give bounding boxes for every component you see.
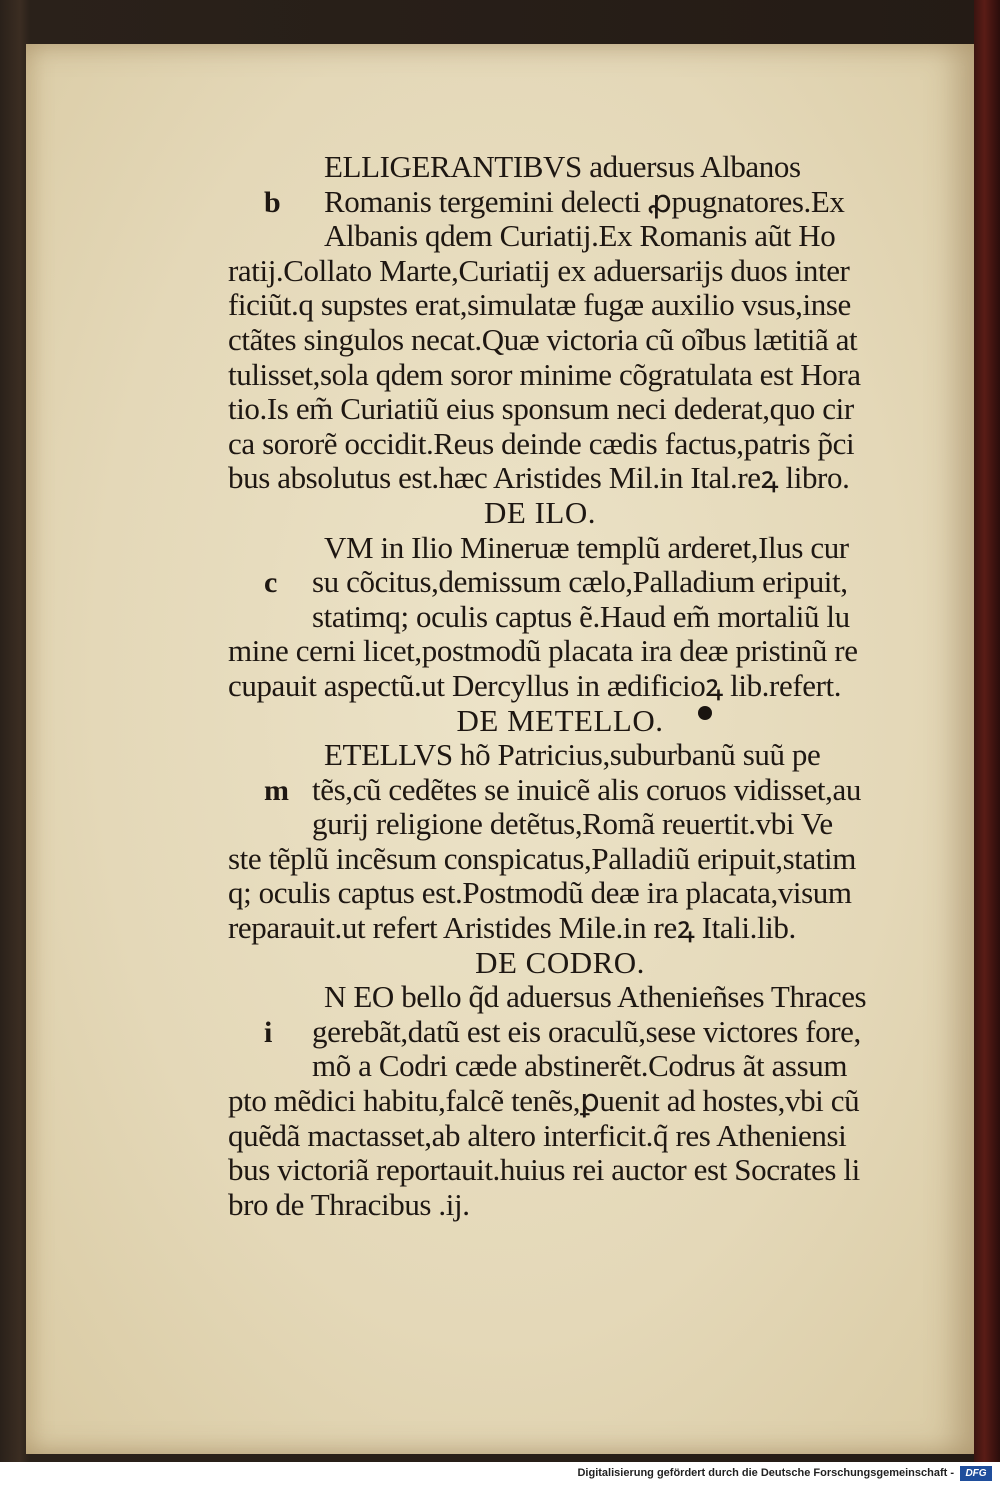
margin-letter: c xyxy=(264,566,278,600)
text-line: mine cerni licet,postmodũ placata ira deæ pristinũ re xyxy=(228,633,858,669)
text-line: q; oculis captus est.Postmodũ deæ ira placata,visum xyxy=(228,875,852,911)
footer-bar xyxy=(0,1462,1000,1486)
page-text xyxy=(228,150,892,1222)
margin-letter: i xyxy=(264,1016,273,1049)
text-line: tulisset,sola qdem soror minime cõgratulata est Hora xyxy=(228,356,861,392)
text-line: su cõcitus,demissum cælo,Palladium eripuit, xyxy=(312,564,848,600)
text-line: bro de Thracibus .ij. xyxy=(228,1186,470,1222)
book-binding-edge xyxy=(974,0,1000,1462)
text-line: tio.Is em̃ Curiatiũ eius sponsum neci dederat,quo cir xyxy=(228,391,854,427)
text-line: ratij.Collato Marte,Curiatij ex aduersarijs duos inter xyxy=(228,252,850,288)
margin-letter: b xyxy=(264,185,281,219)
text-line: quẽdã mactasset,ab altero interficit.q̃ res Atheniensi xyxy=(228,1117,847,1153)
margin-letter: m xyxy=(264,773,289,807)
ink-dot-ornament xyxy=(698,706,712,720)
text-line: bus absolutus est.hæc Aristides Mil.in Ital.reꝝ libro. xyxy=(228,460,850,496)
footer-credit: Digitalisierung gefördert durch die Deutsche Forschungsgemeinschaft - xyxy=(577,1467,954,1479)
text-line: bus victoriã reportauit.huius rei auctor est Socrates li xyxy=(228,1152,860,1188)
text-line: ste tẽplũ incẽsum conspicatus,Palladiũ eripuit,statim xyxy=(228,840,856,876)
text-line: Albanis qdem Curiatij.Ex Romanis aũt Ho xyxy=(324,218,836,254)
text-line: gerebãt,datũ est eis oraculũ,sese victores fore, xyxy=(312,1013,861,1049)
text-line: gurij religione detẽtus,Romã reuertit.vbi Ve xyxy=(312,806,833,842)
text-line: ELLIGERANTIBVS aduersus Albanos xyxy=(324,149,801,184)
text-line: VM in Ilio Mineruæ templũ arderet,Ilus cur xyxy=(324,529,849,565)
text-line: ctãtes singulos necat.Quæ victoria cũ oĩbus lætitiã at xyxy=(228,321,858,357)
text-line: statimq; oculis captus ẽ.Haud em̃ mortaliũ lu xyxy=(312,598,850,634)
text-line: ETELLVS hõ Patricius,suburbanũ suũ pe xyxy=(324,737,821,773)
text-line: ficiũt.q supstes erat,simulatæ fugæ auxilio vsus,inse xyxy=(228,287,851,323)
text-line: reparauit.ut refert Aristides Mile.in reꝝ Itali.lib. xyxy=(228,910,796,946)
text-line: N EO bello q̃d aduersus Athenieñses Thraces xyxy=(324,979,867,1015)
text-line: pto mẽdici habitu,falcẽ tenẽs,ꝑuenit ad hostes,vbi cũ xyxy=(228,1083,860,1119)
text-line: tẽs,cũ cedẽtes se inuicẽ alis coruos vidisset,au xyxy=(312,771,861,807)
text-line: mõ a Codri cæde abstinerẽt.Codrus ãt assum xyxy=(312,1048,848,1084)
text-line: Romanis tergemini delecti ꝓpugnatores.Ex xyxy=(324,183,845,219)
dfg-logo-icon: DFG xyxy=(960,1466,992,1481)
text-line: ca sororẽ occidit.Reus deinde cædis factus,patris p̃ci xyxy=(228,425,855,461)
section-heading: DE CODRO. xyxy=(475,944,645,980)
text-line: cupauit aspectũ.ut Dercyllus in ædificioꝝ lib.refert. xyxy=(228,667,842,703)
section-heading: DE METELLO. xyxy=(456,702,664,738)
section-heading: DE ILO. xyxy=(484,494,596,530)
